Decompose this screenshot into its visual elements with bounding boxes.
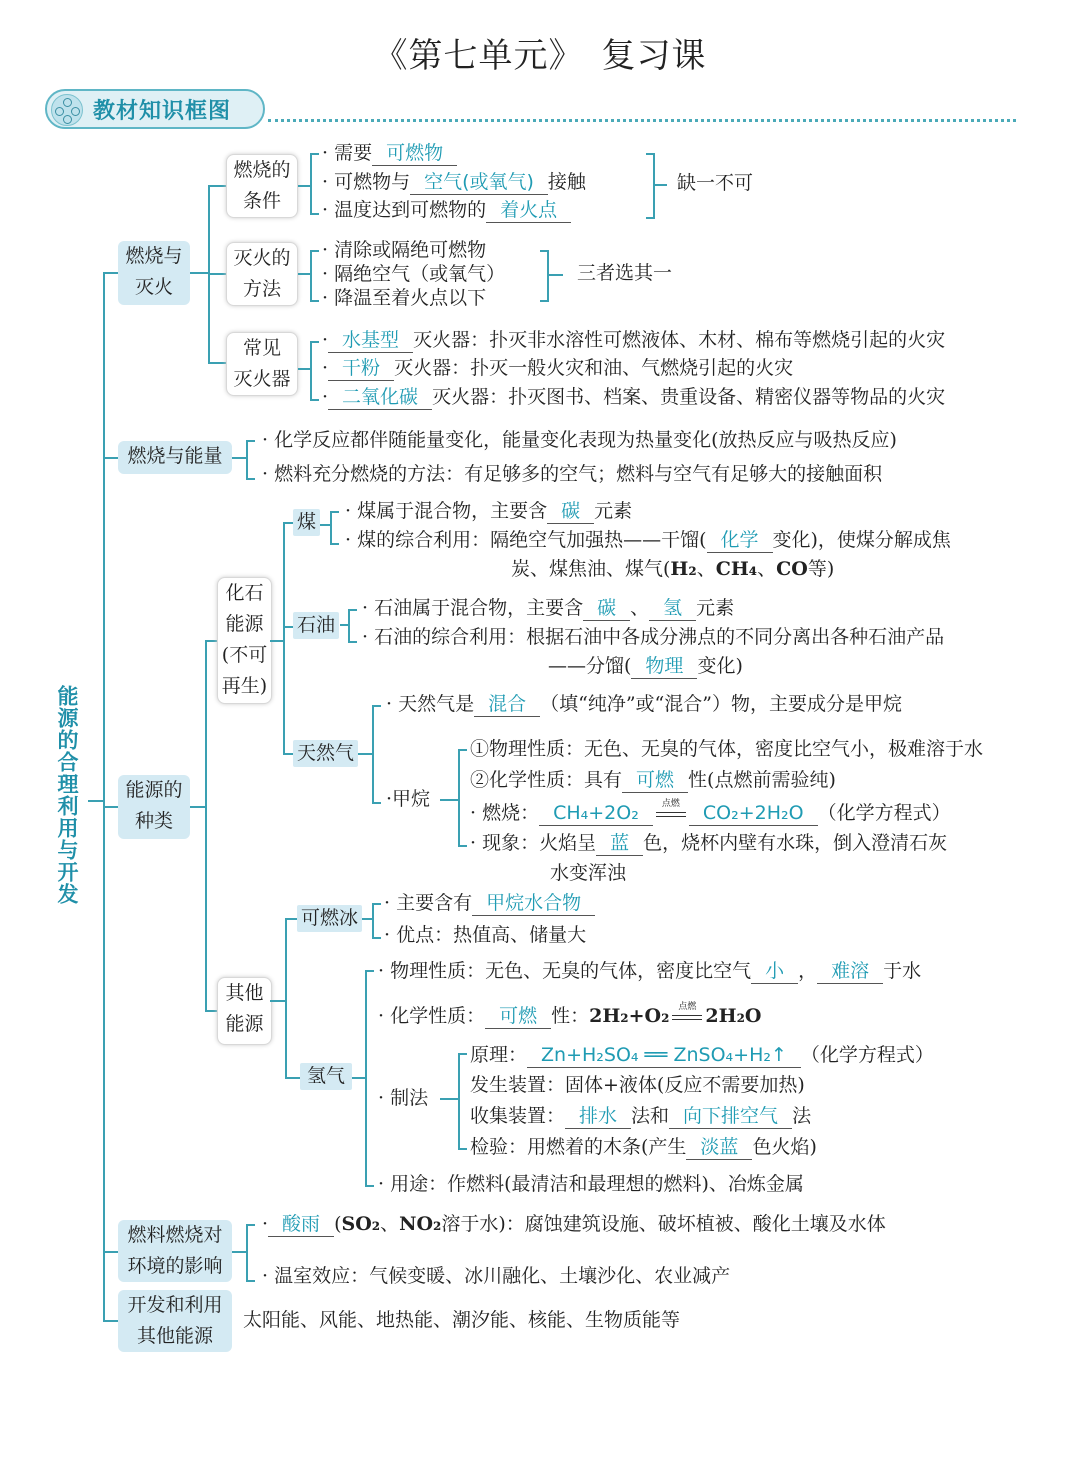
node-label: 灭火器 <box>233 368 291 390</box>
condition-label: 点燃 <box>678 1002 697 1012</box>
row-oil-1 <box>362 596 734 621</box>
node-extinguishers <box>226 332 298 396</box>
formula: CH₄ <box>715 558 758 580</box>
text: 等) <box>807 558 835 580</box>
answer-blank: 碳 <box>547 499 594 524</box>
answer-blank: 物理 <box>631 654 697 679</box>
text: · 制法 <box>378 1087 429 1109</box>
note-methods: 三者选其一 <box>577 262 673 284</box>
note-conditions: 缺一不可 <box>677 172 754 194</box>
row-methane-2 <box>470 768 836 793</box>
row-methane-5 <box>550 861 626 885</box>
connector <box>190 806 205 808</box>
row-energy-2 <box>262 462 882 486</box>
node-label: 环境的影响 <box>127 1255 223 1277</box>
text: · 石油属于混合物，主要含 <box>362 597 584 619</box>
row-energy-1 <box>262 428 897 452</box>
row-extinguisher-1 <box>322 328 945 353</box>
answer-blank: 排水 <box>565 1104 631 1129</box>
text: 、 <box>380 1213 400 1235</box>
row-environment-1 <box>262 1212 886 1237</box>
text: 太阳能、风能、地热能、潮汐能、核能、生物质能等 <box>243 1309 681 1331</box>
formula: H₂ <box>670 558 697 580</box>
node-label: 能源 <box>225 613 264 635</box>
row-gas-1 <box>386 692 902 717</box>
answer-blank: 难溶 <box>817 959 883 984</box>
connector <box>358 753 372 755</box>
connector <box>103 272 118 274</box>
text: 溶于水)：腐蚀建筑设施、破坏植被、酸化土壤及水体 <box>441 1213 886 1235</box>
text: （填“纯净”或“混合”）物，主要成分是甲烷 <box>540 693 902 715</box>
text: 、 <box>696 558 716 580</box>
answer-blank: CH₄+2O₂ <box>539 801 653 826</box>
bracket <box>330 511 339 545</box>
answer-blank: 蓝 <box>596 831 643 856</box>
answer-blank: 二氧化碳 <box>328 385 432 410</box>
text: · 天然气是 <box>386 693 475 715</box>
text: · <box>322 357 329 379</box>
answer-blank: 氢 <box>649 596 696 621</box>
answer-blank: 混合 <box>474 692 540 717</box>
text: · 隔绝空气（或氧气） <box>322 263 506 285</box>
text: · 降温至着火点以下 <box>322 287 487 309</box>
connector <box>205 1010 217 1012</box>
answer-blank: 淡蓝 <box>686 1135 752 1160</box>
branch-line <box>285 918 287 1078</box>
connector <box>103 806 118 808</box>
row-methane-4 <box>470 831 947 856</box>
text: · 物理性质：无色、无臭的气体，密度比空气 <box>378 960 752 982</box>
text: · 燃烧： <box>470 802 540 824</box>
formula: SO₂ <box>341 1213 381 1235</box>
reaction-condition <box>656 801 686 825</box>
row-condition-2 <box>322 170 586 195</box>
text: （化学方程式） <box>800 1044 934 1066</box>
node-label: 能源 <box>225 1013 264 1035</box>
text: ②化学性质：具有 <box>470 769 623 791</box>
text: · 现象：火焰呈 <box>470 832 597 854</box>
text: · 燃料充分燃烧的方法：有足够多的空气；燃料与空气有足够大的接触面积 <box>262 463 883 485</box>
node-label: 燃料燃烧对 <box>127 1224 223 1246</box>
answer-blank: 小 <box>751 959 798 984</box>
row-extinguisher-3 <box>322 385 945 410</box>
node-label: 其他 <box>225 982 264 1004</box>
text: · 化学反应都伴随能量变化，能量变化表现为热量变化(放热反应与吸热反应) <box>262 429 897 451</box>
row-oil-3 <box>548 654 743 679</box>
text: · 优点：热值高、储量大 <box>384 924 587 946</box>
node-label: 常见 <box>242 337 281 359</box>
node-coal: 煤 <box>293 509 320 536</box>
text: 元素 <box>696 597 735 619</box>
row-condition-3 <box>322 198 571 223</box>
node-environment <box>118 1220 232 1282</box>
row-oil-2 <box>362 625 944 649</box>
connector <box>285 918 297 920</box>
node-label: 其他能源 <box>136 1325 213 1347</box>
node-energy-types <box>118 775 190 839</box>
node-hydrogen: 氢气 <box>300 1063 352 1090</box>
row-methane-1 <box>470 737 983 761</box>
node-energy: 燃烧与能量 <box>118 441 232 474</box>
text: ( <box>334 1213 342 1235</box>
connector <box>320 524 330 526</box>
connector <box>88 800 104 802</box>
answer-blank: 向下排空气 <box>669 1104 792 1129</box>
bracket <box>310 153 319 215</box>
answer-blank: Zn+H₂SO₄ ══ ZnSO₄+H₂↑ <box>527 1043 801 1068</box>
root-topic: 能源的合理利用与开发 <box>55 685 79 905</box>
row-coal-1 <box>345 499 632 524</box>
node-label: 燃烧与 <box>125 245 183 267</box>
text: · 温室效应：气候变暖、冰川融化、土壤沙化、农业减产 <box>262 1265 731 1287</box>
connector <box>298 368 310 370</box>
connector <box>103 1320 118 1322</box>
answer-blank: 酸雨 <box>268 1212 334 1237</box>
node-combustible-ice: 可燃冰 <box>297 905 362 932</box>
connector <box>103 457 118 459</box>
text: 元素 <box>594 500 633 522</box>
node-label: 种类 <box>134 810 173 832</box>
row-environment-2 <box>262 1264 730 1288</box>
text: 性(点燃前需验纯) <box>688 769 836 791</box>
row-condition-1 <box>322 141 457 166</box>
row-ice-1 <box>384 891 595 916</box>
row-methane-3 <box>470 801 951 826</box>
text: · 需要 <box>322 142 373 164</box>
answer-blank: 水基型 <box>328 328 413 353</box>
dotted-divider <box>268 119 1016 122</box>
node-combustion <box>118 241 190 305</box>
connector <box>208 273 226 275</box>
node-oil: 石油 <box>293 612 339 639</box>
connector <box>655 184 667 186</box>
connector <box>440 799 458 801</box>
node-label: 灭火的 <box>233 247 291 269</box>
answer-blank: 着火点 <box>486 198 571 223</box>
text: 色火焰) <box>752 1136 817 1158</box>
answer-blank: 可燃 <box>622 768 688 793</box>
connector <box>298 185 310 187</box>
connector <box>352 1077 365 1079</box>
reaction-condition <box>672 1004 702 1028</box>
text: 灭火器：扑灭图书、档案、贵重设备、精密仪器等物品的火灾 <box>432 386 946 408</box>
connector <box>208 362 226 364</box>
text: 接触 <box>547 171 586 193</box>
connector <box>298 273 310 275</box>
answer-blank: 可燃物 <box>372 141 457 166</box>
connector <box>285 1077 300 1079</box>
text: 原理： <box>470 1044 528 1066</box>
bracket <box>310 341 319 401</box>
row-prep-1 <box>470 1043 934 1068</box>
row-hydrogen-1 <box>378 959 921 984</box>
node-label: 燃烧的 <box>233 159 291 181</box>
text: 检验：用燃着的木条(产生 <box>470 1136 687 1158</box>
text: ， <box>798 960 818 982</box>
row-prep-4 <box>470 1135 817 1160</box>
row-hydrogen-3 <box>378 1086 428 1110</box>
text: 性： <box>551 1005 590 1027</box>
text: 、 <box>630 597 650 619</box>
text: 发生装置：固体+液体(反应不需要加热) <box>470 1074 805 1096</box>
answer-blank: CO₂+2H₂O <box>689 801 818 826</box>
text: · 清除或隔绝可燃物 <box>322 239 487 261</box>
bracket <box>646 153 655 219</box>
row-extinguisher-2 <box>322 356 793 381</box>
connector <box>270 1000 285 1002</box>
node-label: 能源的 <box>125 779 183 801</box>
row-hydrogen-4 <box>378 1172 804 1196</box>
condition-label: 点燃 <box>661 799 680 809</box>
row-gas-2 <box>386 787 430 811</box>
text: 灭火器：扑灭一般火灾和油、气燃烧引起的火灾 <box>394 357 794 379</box>
node-methods <box>226 242 298 306</box>
node-label: (不可 <box>221 644 268 666</box>
text: （化学方程式） <box>817 802 951 824</box>
bracket <box>310 250 319 302</box>
text: · 煤属于混合物，主要含 <box>345 500 548 522</box>
connector <box>190 272 208 274</box>
text: 收集装置： <box>470 1105 566 1127</box>
row-prep-2 <box>470 1073 805 1097</box>
connector <box>362 918 372 920</box>
text: · 煤的综合利用：隔绝空气加强热——干馏( <box>345 529 707 551</box>
answer-blank: 碳 <box>583 596 630 621</box>
text: 变化) <box>697 655 743 677</box>
text: 法 <box>792 1105 812 1127</box>
node-label: 方法 <box>242 278 281 300</box>
row-prep-3 <box>470 1104 811 1129</box>
bracket <box>458 1053 467 1150</box>
text: · 主要含有 <box>384 892 473 914</box>
connector <box>208 185 226 187</box>
connector <box>270 640 283 642</box>
bracket <box>246 1224 255 1282</box>
text: 于水 <box>883 960 922 982</box>
text: 变化)，使煤分解成焦 <box>772 529 951 551</box>
text: · 用途：作燃料(最清洁和最理想的燃料)、冶炼金属 <box>378 1173 804 1195</box>
row-method-1 <box>322 238 486 262</box>
trunk-line <box>103 272 105 1320</box>
bracket <box>372 705 381 804</box>
text: · <box>322 329 329 351</box>
node-natural-gas: 天然气 <box>293 740 358 767</box>
text: 、 <box>757 558 777 580</box>
node-label: 再生) <box>221 675 268 697</box>
answer-blank: 空气(或氧气) <box>410 170 548 195</box>
text: · 可燃物与 <box>322 171 411 193</box>
text: · 石油的综合利用：根据石油中各成分沸点的不同分离出各种石油产品 <box>362 626 945 648</box>
bracket <box>458 749 467 847</box>
bracket <box>348 609 357 643</box>
text: ·甲烷 <box>386 788 431 810</box>
row-ice-2 <box>384 923 586 947</box>
text: ①物理性质：无色、无臭的气体，密度比空气小，极难溶于水 <box>470 738 984 760</box>
mindmap-icon <box>51 94 83 126</box>
connector <box>232 457 246 459</box>
node-conditions <box>226 154 298 218</box>
formula: 2H₂O <box>705 1005 762 1027</box>
text: 法和 <box>631 1105 670 1127</box>
row-method-3 <box>322 286 486 310</box>
text: 炭、煤焦油、煤气( <box>511 558 671 580</box>
answer-blank: 甲烷水合物 <box>472 891 595 916</box>
answer-blank: 干粉 <box>328 356 394 381</box>
bracket <box>365 970 374 1187</box>
text: · 化学性质： <box>378 1005 486 1027</box>
node-label: 开发和利用 <box>127 1294 223 1316</box>
bracket <box>372 903 381 939</box>
connector <box>549 274 563 276</box>
branch-line <box>205 640 207 1012</box>
node-label: 条件 <box>242 190 281 212</box>
text: 色，烧杯内壁有水珠，倒入澄清石灰 <box>643 832 948 854</box>
formula: 2H₂+O₂ <box>589 1005 670 1027</box>
row-method-2 <box>322 262 505 286</box>
node-label: 化石 <box>225 582 264 604</box>
connector <box>205 640 217 642</box>
row-coal-2 <box>345 528 951 553</box>
connector <box>283 753 293 755</box>
text: ——分馏( <box>548 655 632 677</box>
connector <box>283 626 293 628</box>
connector <box>283 522 293 524</box>
formula: NO₂ <box>399 1213 442 1235</box>
row-coal-3 <box>511 557 834 581</box>
text: 水变浑浊 <box>550 862 627 884</box>
section-title: 教材知识框图 <box>93 99 232 124</box>
text: · 温度达到可燃物的 <box>322 199 487 221</box>
row-hydrogen-2 <box>378 1004 761 1029</box>
page-title: 《第七单元》 复习课 <box>373 36 707 76</box>
text: 灭火器：扑灭非水溶性可燃液体、木材、棉布等燃烧引起的火灾 <box>413 329 946 351</box>
section-badge <box>45 89 265 129</box>
answer-blank: 可燃 <box>485 1004 551 1029</box>
node-other-energy <box>217 977 272 1045</box>
answer-blank: 化学 <box>707 528 773 553</box>
branch-line <box>283 522 285 754</box>
node-develop <box>118 1290 232 1352</box>
node-fossil <box>217 577 272 704</box>
node-label: 灭火 <box>134 276 173 298</box>
formula: CO <box>776 558 808 580</box>
connector <box>103 1251 118 1253</box>
connector <box>340 624 348 626</box>
connector <box>232 1251 246 1253</box>
connector <box>440 1098 458 1100</box>
text: · <box>322 386 329 408</box>
row-other-energies <box>243 1308 680 1332</box>
text: · <box>262 1213 269 1235</box>
bracket <box>540 250 549 302</box>
bracket <box>246 440 255 480</box>
